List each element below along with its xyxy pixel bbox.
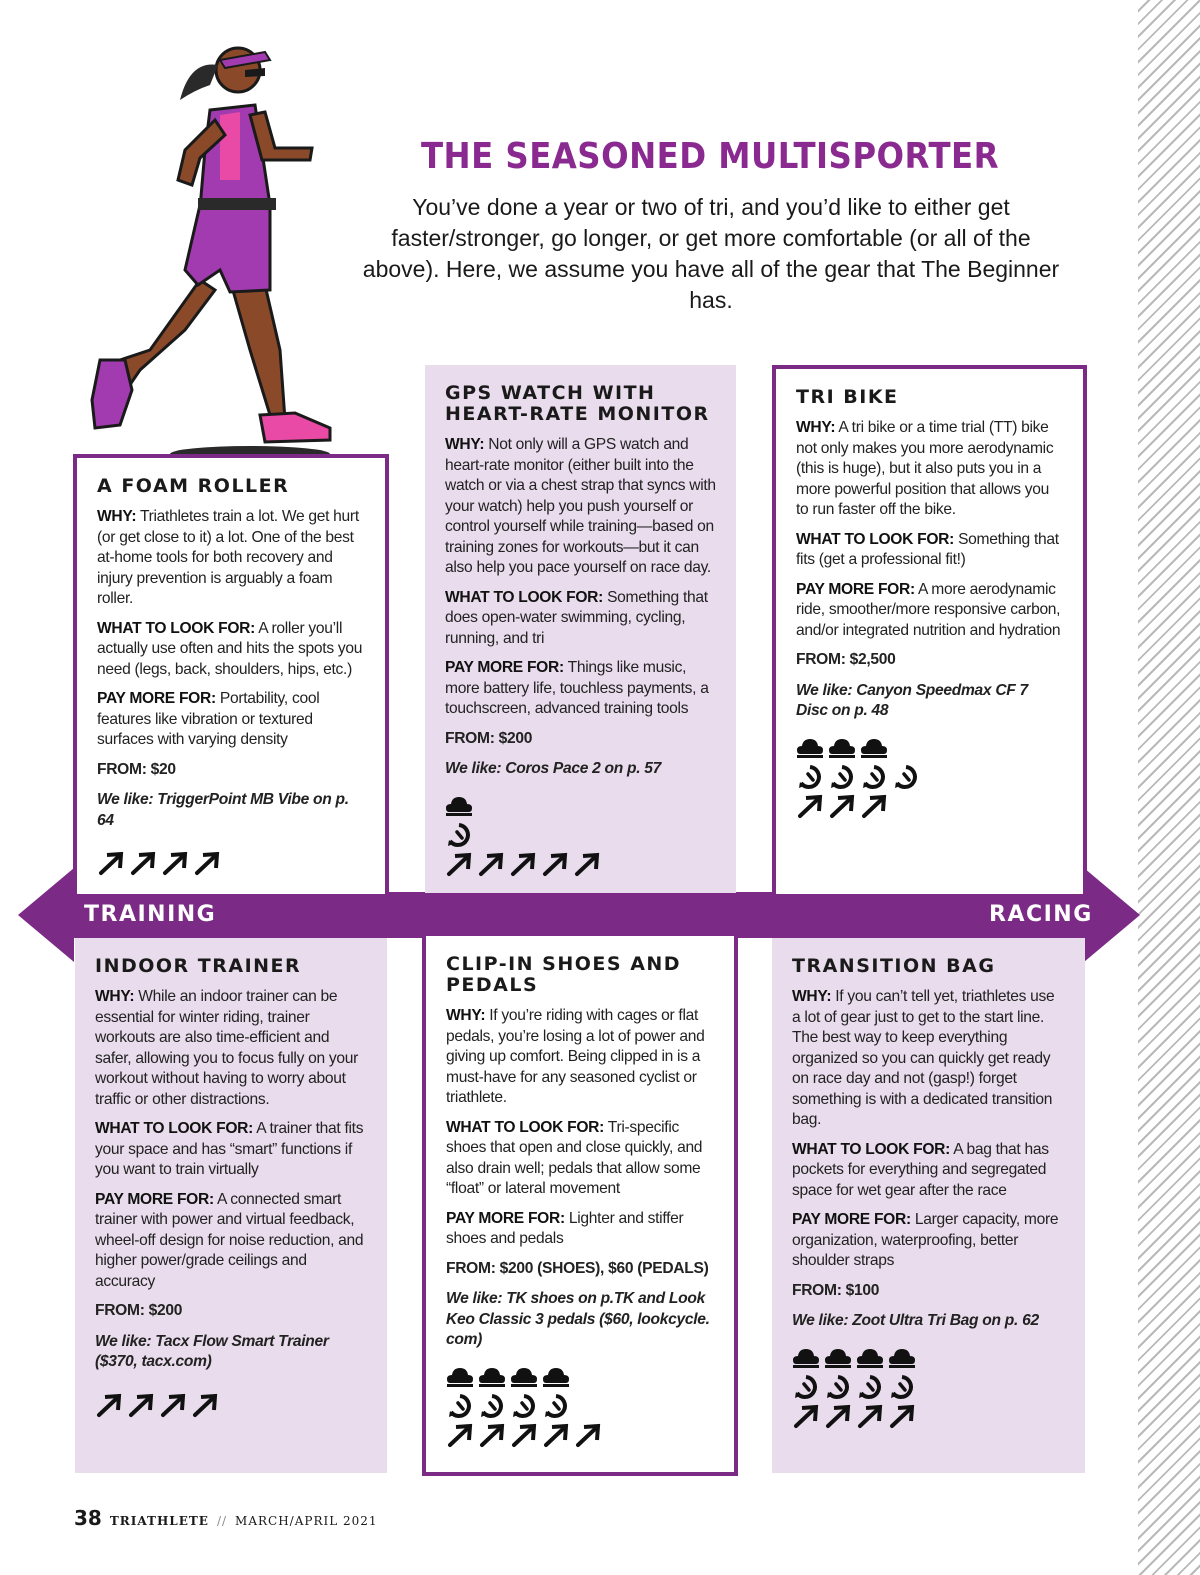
arrow-up-right-icon <box>824 1404 852 1430</box>
card-indoor-trainer <box>75 938 387 1473</box>
card-price: FROM: $100 <box>792 1281 880 1299</box>
gauge-icon <box>796 764 824 790</box>
cloud-rating-row <box>796 732 1063 762</box>
arrow-up-right-icon <box>856 1404 884 1430</box>
cloud-icon <box>792 1344 820 1370</box>
gauge-icon <box>824 1374 852 1400</box>
card-title: TRI BIKE <box>796 386 899 408</box>
timeline-label-racing: RACING <box>989 902 1093 927</box>
arrow-up-right-icon <box>792 1404 820 1430</box>
cloud-icon <box>445 792 473 818</box>
card-pay: PAY MORE FOR: A more aerodynamic ride, smoother/more responsive carbon, and/or integrated nutrition and hydration <box>796 580 1061 639</box>
card-ratings <box>97 849 365 879</box>
arrow-up-right-icon <box>510 1423 538 1449</box>
card-title: TRANSITION BAG <box>792 955 996 977</box>
card-recommendation: We like: Canyon Speedmax CF 7 Disc on p. 48 <box>796 681 1028 719</box>
card-price: FROM: $20 <box>97 760 176 778</box>
arrow-up-right-icon <box>888 1404 916 1430</box>
card-title: CLIP-IN SHOES AND PEDALS <box>446 953 682 996</box>
arrow-up-right-icon <box>97 851 125 877</box>
gauge-icon <box>446 1393 474 1419</box>
gauge-icon <box>888 1374 916 1400</box>
gauge-icon <box>542 1393 570 1419</box>
card-ratings <box>445 790 716 880</box>
arrow-up-right-icon <box>159 1393 187 1419</box>
gauge-icon <box>892 764 920 790</box>
card-pay: PAY MORE FOR: Larger capacity, more organization, waterproofing, better shoulder straps <box>792 1211 1059 1269</box>
cloud-rating-row <box>446 1361 714 1391</box>
gauge-rating-row <box>796 762 1063 792</box>
cloud-icon <box>796 734 824 760</box>
card-why: WHY: Triathletes train a lot. We get hurt (or get close to it) a lot. One of the best at-home tools for both recovery and injury prevention is arguably a foam roller. <box>97 508 359 607</box>
cloud-icon <box>478 1363 506 1389</box>
gauge-icon <box>445 822 473 848</box>
arrow-up-right-icon <box>796 794 824 820</box>
arrow-up-right-icon <box>828 794 856 820</box>
arrow-up-right-icon <box>509 852 537 878</box>
card-price: FROM: $200 <box>445 729 533 747</box>
cloud-icon <box>510 1363 538 1389</box>
arrow-rating-row <box>792 1402 1065 1432</box>
arrow-rating-row <box>445 850 716 880</box>
card-foam-roller <box>73 454 389 894</box>
decorative-stripes <box>1138 0 1200 1575</box>
card-pay: PAY MORE FOR: Lighter and stiffer shoes and pedals <box>446 1209 684 1247</box>
runner-illustration <box>80 30 340 470</box>
card-ratings <box>446 1361 714 1451</box>
arrow-up-right-icon <box>129 851 157 877</box>
arrow-up-right-icon <box>161 851 189 877</box>
arrow-up-right-icon <box>445 852 473 878</box>
cloud-icon <box>824 1344 852 1370</box>
page-title: THE SEASONED MULTISPORTER <box>420 136 1000 177</box>
card-price: FROM: $200 <box>95 1302 183 1319</box>
gauge-icon <box>856 1374 884 1400</box>
card-pay: PAY MORE FOR: Things like music, more battery life, touchless payments, a touchscreen, advanced training tools <box>445 659 709 717</box>
card-why: WHY: A tri bike or a time trial (TT) bike not only makes you more aerodynamic (this is huge), but it also puts you in a more powerful position that allows you to run faster off the bike. <box>796 419 1054 518</box>
cloud-rating-row <box>792 1342 1065 1372</box>
card-pay: PAY MORE FOR: Portability, cool features like vibration or textured surfaces with varying density <box>97 690 320 748</box>
card-recommendation: We like: Tacx Flow Smart Trainer ($370, tacx.com) <box>95 1332 329 1370</box>
gauge-icon <box>478 1393 506 1419</box>
card-price: FROM: $200 (SHOES), $60 (PEDALS) <box>446 1259 709 1277</box>
card-look: WHAT TO LOOK FOR: A bag that has pockets for everything and segregated space for wet gear after the race <box>792 1140 1049 1199</box>
footer-separator: // <box>216 1514 228 1528</box>
card-look: WHAT TO LOOK FOR: A roller you’ll actually use often and hits the spots you need (legs, back, shoulders, hips, etc.) <box>97 619 363 678</box>
issue-date: MARCH/APRIL 2021 <box>235 1514 378 1528</box>
cloud-icon <box>860 734 888 760</box>
arrow-up-right-icon <box>541 852 569 878</box>
cloud-icon <box>828 734 856 760</box>
card-ratings <box>792 1342 1065 1432</box>
card-title: GPS WATCH WITH HEART-RATE MONITOR <box>445 382 710 425</box>
gauge-icon <box>828 764 856 790</box>
card-clip-in-shoes <box>422 936 738 1476</box>
arrow-rating-row <box>97 849 365 879</box>
card-tri-bike <box>772 365 1087 894</box>
gauge-rating-row <box>446 1391 714 1421</box>
magazine-name: TRIATHLETE <box>109 1514 209 1528</box>
card-why: WHY: While an indoor trainer can be essential for winter riding, trainer workouts are also time-efficient and safer, allowing you to focus fully on your workout without having to worry about traffic or other distractions. <box>95 988 359 1108</box>
page-footer <box>74 1506 378 1530</box>
card-ratings <box>95 1391 367 1421</box>
cloud-icon <box>888 1344 916 1370</box>
arrow-up-right-icon <box>191 1393 219 1419</box>
arrow-rating-row <box>446 1421 714 1451</box>
cloud-rating-row <box>445 790 716 820</box>
card-look: WHAT TO LOOK FOR: Something that fits (get a professional fit!) <box>796 530 1059 568</box>
card-why: WHY: If you can’t tell yet, triathletes use a lot of gear just to get to the start line. The best way to keep everything organized so you can quickly get ready on race day and not (gasp!) forget something is with a dedicated transition bag. <box>792 988 1055 1128</box>
intro-text: You’ve done a year or two of tri, and you’d like to either get faster/stronger, go longer, or get more comfortable (or all of the above). Here, we assume you have all of the gear that The Beginner has. <box>362 194 1060 313</box>
card-look: WHAT TO LOOK FOR: Tri-specific shoes that open and close quickly, and also drain well; pedals that allow some “float” or lateral movement <box>446 1118 703 1197</box>
gauge-rating-row <box>445 820 716 850</box>
gauge-icon <box>510 1393 538 1419</box>
arrow-up-right-icon <box>127 1393 155 1419</box>
card-recommendation: We like: TK shoes on p.TK and Look Keo Classic 3 pedals ($60, lookcycle. com) <box>446 1290 710 1348</box>
page-number: 38 <box>74 1506 102 1530</box>
card-look: WHAT TO LOOK FOR: Something that does open-water swimming, cycling, running, and tri <box>445 588 708 647</box>
card-recommendation: We like: TriggerPoint MB Vibe on p. 64 <box>97 791 349 829</box>
cloud-icon <box>856 1344 884 1370</box>
arrow-up-right-icon <box>542 1423 570 1449</box>
arrow-rating-row <box>796 792 1063 822</box>
arrow-up-right-icon <box>478 1423 506 1449</box>
arrow-up-right-icon <box>446 1423 474 1449</box>
gauge-icon <box>792 1374 820 1400</box>
card-price: FROM: $2,500 <box>796 651 896 668</box>
card-gps-watch <box>425 365 736 893</box>
cloud-icon <box>446 1363 474 1389</box>
gauge-rating-row <box>792 1372 1065 1402</box>
arrow-up-right-icon <box>860 794 888 820</box>
card-why: WHY: Not only will a GPS watch and heart-rate monitor (either built into the watch or via a chest strap that syncs with your watch) help you push yourself or control yourself while training—based on training zones for workouts—but it can also help you pace yourself on race day. <box>445 436 716 576</box>
gauge-icon <box>860 764 888 790</box>
card-why: WHY: If you’re riding with cages or flat pedals, you’re losing a lot of power and giving up comfort. Being clipped in is a must-have for any seasoned cyclist or triathlete. <box>446 1007 705 1106</box>
card-pay: PAY MORE FOR: A connected smart trainer with power and virtual feedback, wheel-off design for noise reduction, and higher power/grade ceilings and accuracy <box>95 1190 364 1290</box>
card-title: A FOAM ROLLER <box>97 475 290 497</box>
arrow-up-right-icon <box>95 1393 123 1419</box>
arrow-up-right-icon <box>477 852 505 878</box>
card-recommendation: We like: Coros Pace 2 on p. 57 <box>445 760 662 777</box>
arrow-up-right-icon <box>193 851 221 877</box>
card-look: WHAT TO LOOK FOR: A trainer that fits your space and has “smart” functions if you want to train virtually <box>95 1120 364 1178</box>
arrow-up-right-icon <box>574 1423 602 1449</box>
card-transition-bag <box>772 938 1085 1473</box>
cloud-icon <box>542 1363 570 1389</box>
card-ratings <box>796 732 1063 822</box>
card-recommendation: We like: Zoot Ultra Tri Bag on p. 62 <box>792 1312 1039 1329</box>
card-title: INDOOR TRAINER <box>95 955 302 977</box>
timeline-label-training: TRAINING <box>84 902 217 927</box>
arrow-up-right-icon <box>573 852 601 878</box>
arrow-rating-row <box>95 1391 367 1421</box>
